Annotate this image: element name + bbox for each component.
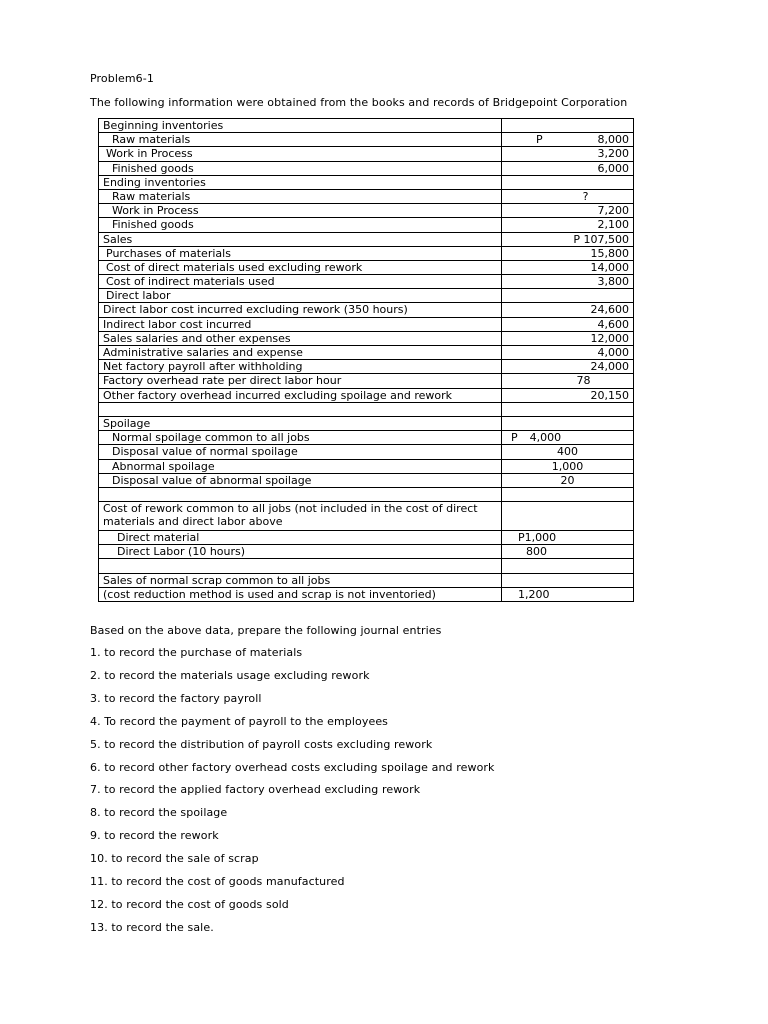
row-label: Raw materials — [99, 189, 502, 203]
list-item: 7. to record the applied factory overhead excluding rework — [90, 783, 421, 796]
table-row — [99, 133, 634, 147]
table-row — [99, 232, 634, 246]
intro-text: The following information were obtained from the books and records of Bridgepoint Corporation — [90, 96, 628, 109]
list-item: 13. to record the sale. — [90, 921, 214, 934]
list-item: 6. to record other factory overhead costs excluding spoilage and rework — [90, 761, 495, 774]
table-row — [99, 204, 634, 218]
row-value: P 107,500 — [502, 232, 634, 246]
table-row — [99, 416, 634, 430]
row-value: 1,200 — [502, 587, 634, 601]
row-label: Other factory overhead incurred excluding spoilage and rework — [99, 388, 502, 402]
row-value: 78 — [502, 374, 634, 388]
table-row — [99, 289, 634, 303]
row-value: 7,200 — [502, 204, 634, 218]
row-label: Indirect labor cost incurred — [99, 317, 502, 331]
table-row — [99, 559, 634, 573]
row-value: P 4,000 — [502, 431, 634, 445]
table-row — [99, 360, 634, 374]
table-row — [99, 260, 634, 274]
table-row — [99, 388, 634, 402]
row-value: 800 — [502, 545, 634, 559]
row-value: 4,000 — [502, 346, 634, 360]
table-row — [99, 331, 634, 345]
row-value: 20,150 — [502, 388, 634, 402]
table-row — [99, 119, 634, 133]
table-row — [99, 374, 634, 388]
row-value: P1,000 — [502, 531, 634, 545]
row-label: Cost of direct materials used excluding rework — [99, 260, 502, 274]
list-item: 5. to record the distribution of payroll costs excluding rework — [90, 738, 433, 751]
row-label: Purchases of materials — [99, 246, 502, 260]
row-label: Disposal value of normal spoilage — [99, 445, 502, 459]
row-value: 4,600 — [502, 317, 634, 331]
table-row — [99, 346, 634, 360]
table-row — [99, 175, 634, 189]
list-item: 11. to record the cost of goods manufactured — [90, 875, 345, 888]
table-row — [99, 459, 634, 473]
row-label: Sales of normal scrap common to all jobs — [99, 573, 502, 587]
row-label: Work in Process — [99, 204, 502, 218]
table-row — [99, 545, 634, 559]
row-label: Direct labor cost incurred excluding rework (350 hours) — [99, 303, 502, 317]
row-value: 2,100 — [502, 218, 634, 232]
data-table — [98, 118, 634, 602]
row-label: Direct material — [99, 531, 502, 545]
list-item: 4. To record the payment of payroll to the employees — [90, 715, 389, 728]
table-row — [99, 431, 634, 445]
row-value: ? — [502, 189, 634, 203]
table-row — [99, 218, 634, 232]
table-row — [99, 317, 634, 331]
problem-title: Problem6-1 — [90, 72, 154, 85]
row-label: Sales salaries and other expenses — [99, 331, 502, 345]
table-row — [99, 487, 634, 501]
table-row — [99, 445, 634, 459]
row-value: 3,200 — [502, 147, 634, 161]
table-row — [99, 402, 634, 416]
table-row — [99, 473, 634, 487]
table-row — [99, 573, 634, 587]
table-row — [99, 587, 634, 601]
row-label: Factory overhead rate per direct labor hour — [99, 374, 502, 388]
row-label: Ending inventories — [99, 175, 502, 189]
peso-prefix: P — [511, 431, 518, 445]
row-value: 1,000 — [502, 459, 634, 473]
row-label: Normal spoilage common to all jobs — [99, 431, 502, 445]
row-label: Finished goods — [99, 161, 502, 175]
instructions-lead: Based on the above data, prepare the following journal entries — [90, 624, 442, 637]
row-value: 14,000 — [502, 260, 634, 274]
row-label: Direct Labor (10 hours) — [99, 545, 502, 559]
row-label: Sales — [99, 232, 502, 246]
table-row — [99, 147, 634, 161]
row-label: Cost of indirect materials used — [99, 275, 502, 289]
row-label: Raw materials — [99, 133, 502, 147]
row-value: 12,000 — [502, 331, 634, 345]
list-item: 2. to record the materials usage excluding rework — [90, 669, 370, 682]
row-value: P 8,000 — [502, 133, 634, 147]
peso-prefix: P — [536, 133, 543, 147]
list-item: 8. to record the spoilage — [90, 806, 228, 819]
list-item: 10. to record the sale of scrap — [90, 852, 259, 865]
list-item: 3. to record the factory payroll — [90, 692, 262, 705]
row-label: (cost reduction method is used and scrap is not inventoried) — [99, 587, 502, 601]
row-label: Beginning inventories — [99, 119, 502, 133]
table-row — [99, 303, 634, 317]
row-label: Work in Process — [99, 147, 502, 161]
row-label: Finished goods — [99, 218, 502, 232]
row-label: Spoilage — [99, 416, 502, 430]
table-row — [99, 246, 634, 260]
table-row — [99, 531, 634, 545]
row-value: 15,800 — [502, 246, 634, 260]
row-value: 400 — [502, 445, 634, 459]
row-label: Net factory payroll after withholding — [99, 360, 502, 374]
table-row — [99, 189, 634, 203]
row-value: 24,000 — [502, 360, 634, 374]
row-label: Abnormal spoilage — [99, 459, 502, 473]
list-item: 1. to record the purchase of materials — [90, 646, 303, 659]
row-label: Direct labor — [99, 289, 502, 303]
table-row — [99, 275, 634, 289]
row-value: 6,000 — [502, 161, 634, 175]
row-label: Disposal value of abnormal spoilage — [99, 473, 502, 487]
table-row — [99, 161, 634, 175]
row-label: Cost of rework common to all jobs (not included in the cost of direct materials and direct labor above — [99, 502, 502, 531]
list-item: 9. to record the rework — [90, 829, 219, 842]
row-label: Administrative salaries and expense — [99, 346, 502, 360]
table-row — [99, 502, 634, 531]
row-value: 3,800 — [502, 275, 634, 289]
row-value: 24,600 — [502, 303, 634, 317]
list-item: 12. to record the cost of goods sold — [90, 898, 289, 911]
row-value: 20 — [502, 473, 634, 487]
